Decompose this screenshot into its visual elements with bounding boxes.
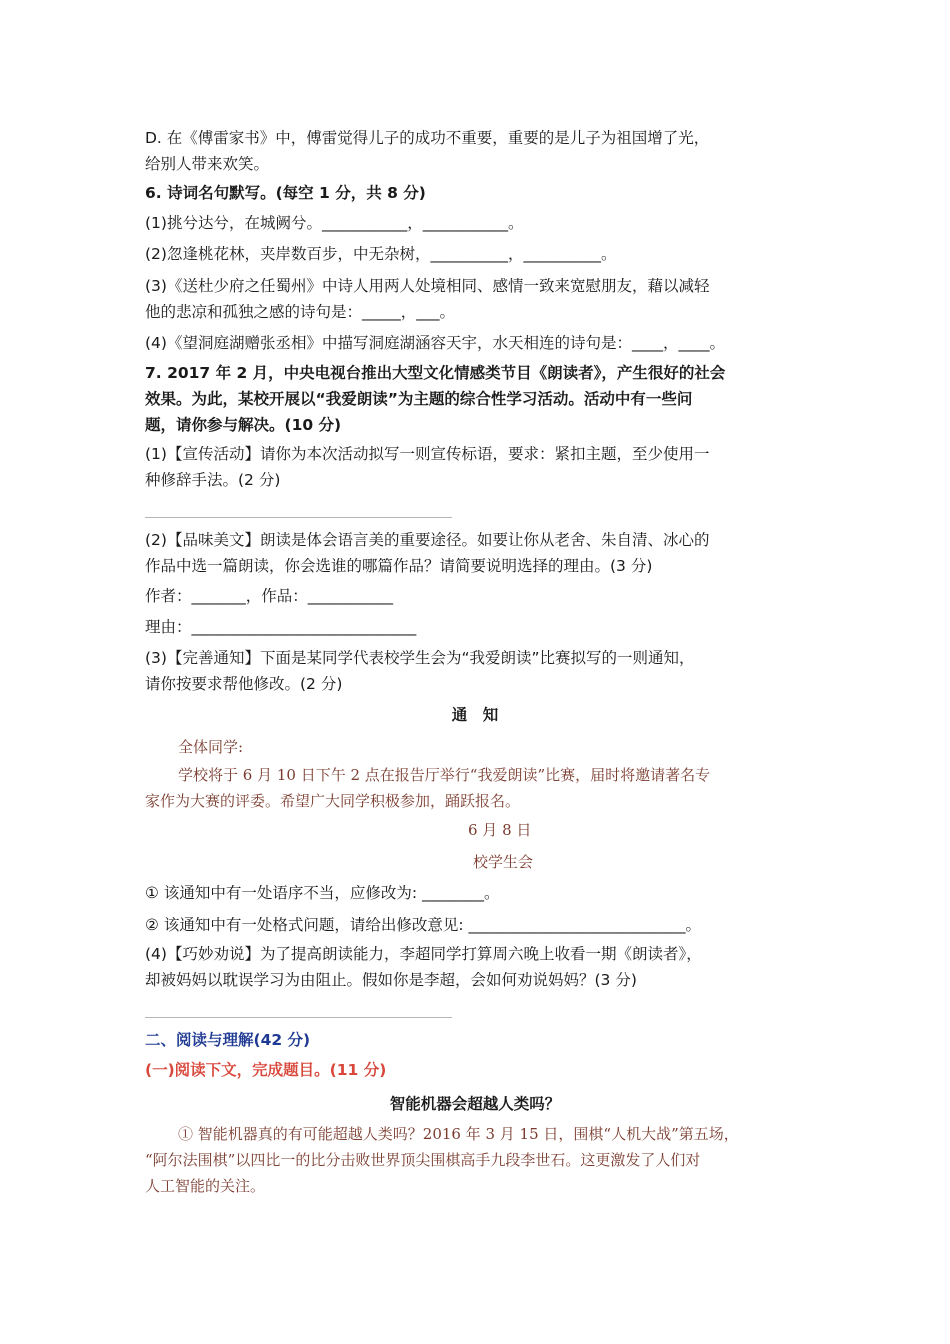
passage-1-heading: (一)阅读下文，完成题目。(11 分) <box>145 1061 387 1079</box>
article-para1-line1: ① 智能机器真的有可能超越人类吗？2016 年 3 月 15 日，围棋“人机大战”第五场， <box>178 1125 739 1143</box>
q7-part2-line2: 作品中选一篇朗读，你会选谁的哪篇作品？请简要说明选择的理由。(3 分) <box>145 557 653 575</box>
notice-date: 6 月 8 日 <box>468 821 532 839</box>
option-d-line2: 给别人带来欢笑。 <box>145 155 270 173</box>
article-title: 智能机器会超越人类吗？ <box>389 1095 561 1113</box>
article-para1-line2: “阿尔法围棋”以四比一的比分击败世界顶尖围棋高手九段李世石。这更激发了人们对 <box>145 1151 701 1169</box>
notice-salutation: 全体同学: <box>178 738 244 756</box>
q6-item-3-line2: 他的悲凉和孤独之感的诗句是：_____，___。 <box>145 303 456 321</box>
article-para1-line3: 人工智能的关注。 <box>145 1177 266 1195</box>
question-6-heading: 6. 诗词名句默写。(每空 1 分，共 8 分) <box>145 184 426 202</box>
notice-body-line1: 学校将于 6 月 10 日下午 2 点在报告厅举行“我爱朗读”比赛，届时将邀请著名专 <box>178 766 711 784</box>
q7-part4-line1: (4)【巧妙劝说】为了提高朗读能力，李超同学打算周六晚上收看一期《朗读者》， <box>145 945 702 963</box>
reason-blank: 理由：_____________________________ <box>145 618 417 636</box>
q7-part3-line1: (3)【完善通知】下面是某同学代表校学生会为“我爱朗读”比赛拟写的一则通知， <box>145 649 695 667</box>
author-work-blank: 作者：_______，作品：___________ <box>145 587 394 605</box>
question-7-line1: 7. 2017 年 2 月，中央电视台推出大型文化情感类节目《朗读者》，产生很好的社会 <box>145 364 726 382</box>
section-2-heading: 二、阅读与理解(42 分) <box>145 1031 311 1049</box>
q6-item-1: (1)挑兮达兮，在城阙兮。___________，___________。 <box>145 214 524 232</box>
answer-line <box>145 517 452 518</box>
answer-line <box>145 1017 452 1018</box>
q7-part3-line2: 请你按要求帮他修改。(2 分) <box>145 675 343 693</box>
question-7-line3: 题，请你参与解决。(10 分) <box>145 416 342 434</box>
q7-part1-line2: 种修辞手法。(2 分) <box>145 471 281 489</box>
notice-title: 通 知 <box>451 706 499 724</box>
q7-part2-line1: (2)【品味美文】朗读是体会语言美的重要途径。如要让你从老舍、朱自清、冰心的 <box>145 531 710 549</box>
q6-item-4: (4)《望洞庭湖赠张丞相》中描写洞庭湖涵容天宇，水天相连的诗句是：____，____。 <box>145 334 725 352</box>
q7-part4-line2: 却被妈妈以耽误学习为由阻止。假如你是李超，会如何劝说妈妈？(3 分) <box>145 971 637 989</box>
option-d-line1: D. 在《傅雷家书》中，傅雷觉得儿子的成功不重要，重要的是儿子为祖国增了光， <box>145 129 710 147</box>
q7-part1-line1: (1)【宣传活动】请你为本次活动拟写一则宣传标语，要求：紧扣主题，至少使用一 <box>145 445 710 463</box>
question-7-line2: 效果。为此，某校开展以“我爱朗读”为主题的综合性学习活动。活动中有一些问 <box>145 390 693 408</box>
notice-signature: 校学生会 <box>473 853 534 871</box>
notice-task-1: ① 该通知中有一处语序不当，应修改为: ________。 <box>145 884 500 902</box>
notice-body-line2: 家作为大赛的评委。希望广大同学积极参加，踊跃报名。 <box>145 792 521 810</box>
q6-item-3-line1: (3)《送杜少府之任蜀州》中诗人用两人处境相同、感情一致来宽慰朋友，藉以减轻 <box>145 277 710 295</box>
q6-item-2: (2)忽逢桃花林，夹岸数百步，中无杂树，__________，__________。 <box>145 245 617 263</box>
notice-task-2: ② 该通知中有一处格式问题，请给出修改意见: ____________________________。 <box>145 916 701 934</box>
